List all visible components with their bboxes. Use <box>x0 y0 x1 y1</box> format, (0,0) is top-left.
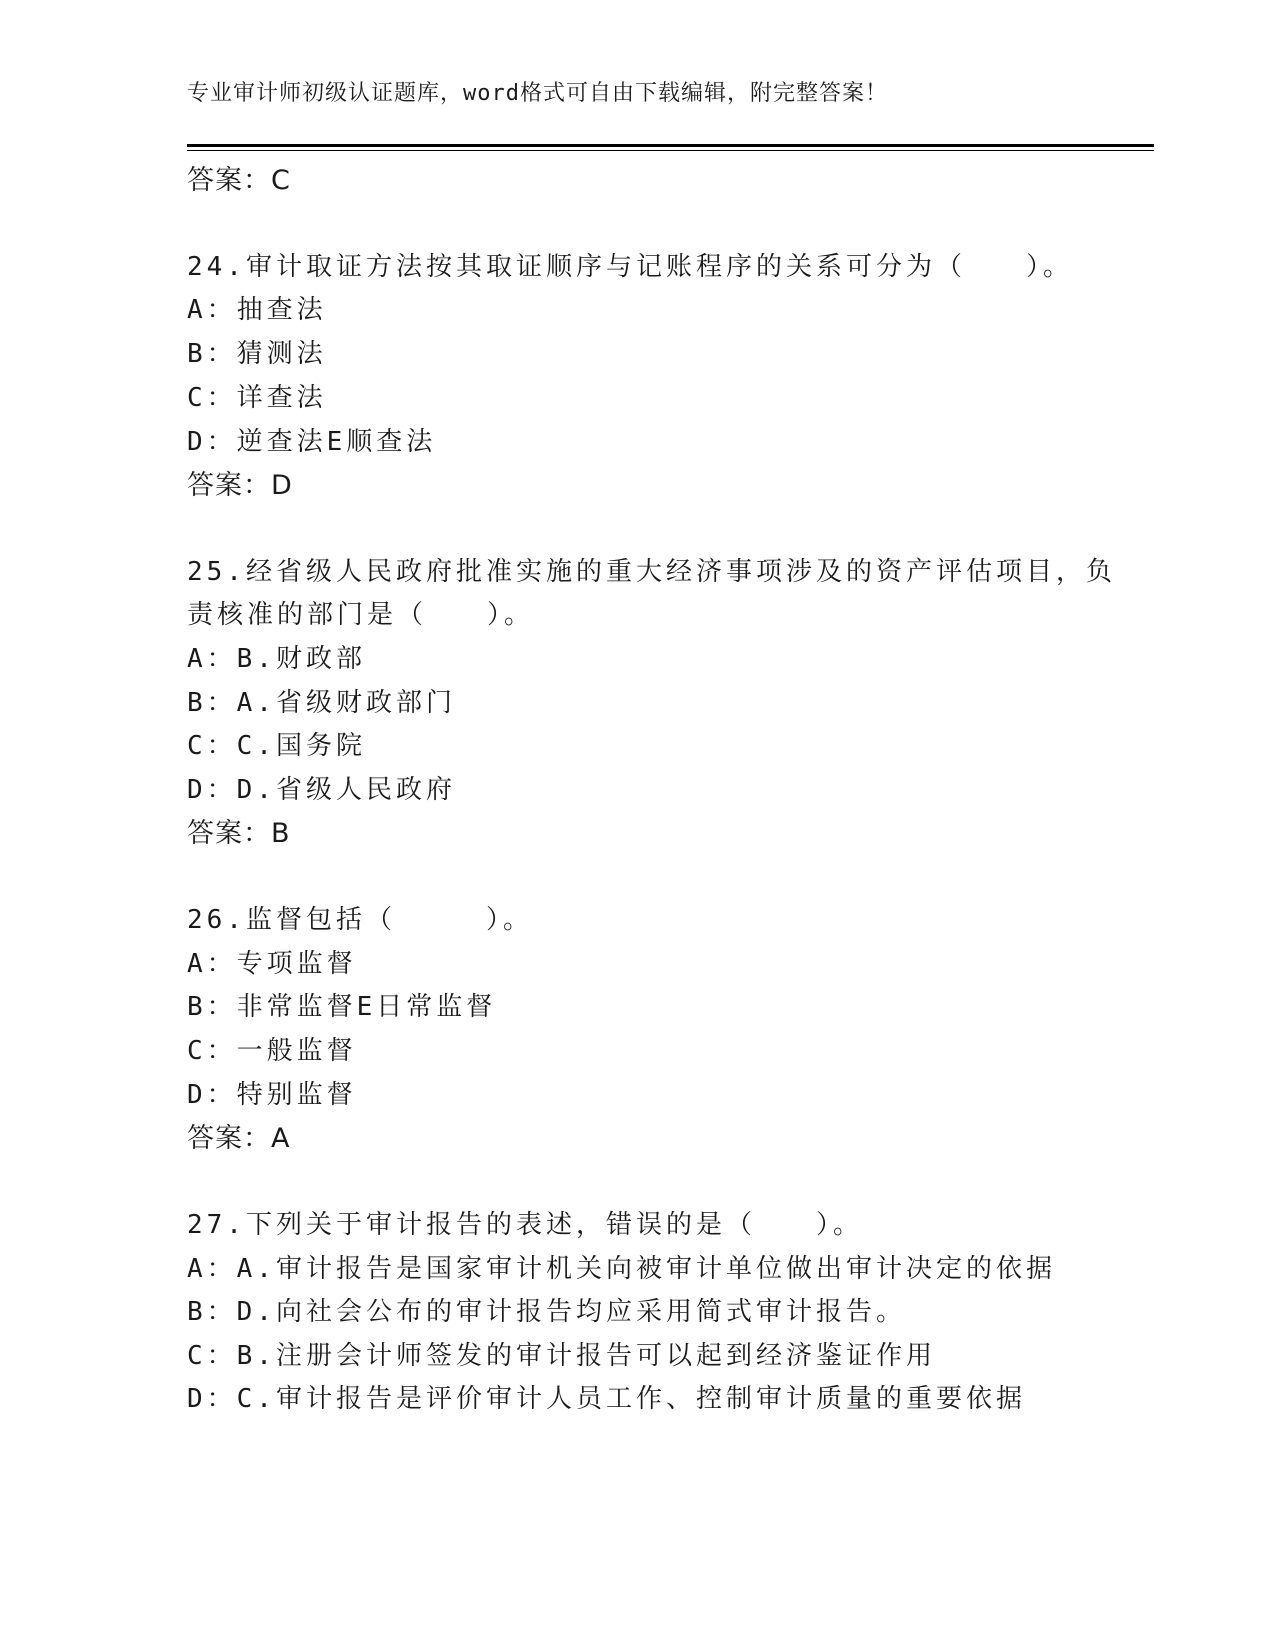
option-line: D：D.省级人民政府 <box>187 775 456 805</box>
question-text: 26.监督包括（ ）。 <box>187 905 533 935</box>
header-rule-thick <box>187 144 1154 147</box>
option-line: B：猜测法 <box>187 339 327 369</box>
option-line: C：一般监督 <box>187 1036 357 1066</box>
option-line: A：专项监督 <box>187 949 357 979</box>
option-line: A：A.审计报告是国家审计机关向被审计单位做出审计决定的依据 <box>187 1254 1056 1284</box>
question-text: 25.经省级人民政府批准实施的重大经济事项涉及的资产评估项目，负 <box>187 557 1116 587</box>
option-line: A：B.财政部 <box>187 644 366 674</box>
question-text: 责核准的部门是（ ）。 <box>187 600 535 630</box>
option-line: C：B.注册会计师签发的审计报告可以起到经济鉴证作用 <box>187 1341 936 1371</box>
answer-line: 答案：A <box>187 1123 291 1154</box>
answer-line: 答案：B <box>187 818 291 849</box>
option-line: B：非常监督E日常监督 <box>187 992 497 1022</box>
option-line: C：C.国务院 <box>187 731 366 761</box>
option-line: A：抽查法 <box>187 295 327 325</box>
option-line: D：特别监督 <box>187 1080 357 1110</box>
answer-line: 答案：D <box>187 470 293 501</box>
option-line: D：C.审计报告是评价审计人员工作、控制审计质量的重要依据 <box>187 1384 1026 1414</box>
answer-line: 答案：C <box>187 165 291 196</box>
header-rule-thin <box>187 150 1154 151</box>
question-text: 27.下列关于审计报告的表述，错误的是（ ）。 <box>187 1210 863 1240</box>
option-line: C：详查法 <box>187 383 327 413</box>
option-line: B：D.向社会公布的审计报告均应采用简式审计报告。 <box>187 1297 906 1327</box>
question-text: 24.审计取证方法按其取证顺序与记账程序的关系可分为（ ）。 <box>187 252 1073 282</box>
option-line: B：A.省级财政部门 <box>187 688 456 718</box>
option-line: D：逆查法E顺查法 <box>187 427 437 457</box>
page-header: 专业审计师初级认证题库，word格式可自由下载编辑，附完整答案！ <box>187 81 888 106</box>
